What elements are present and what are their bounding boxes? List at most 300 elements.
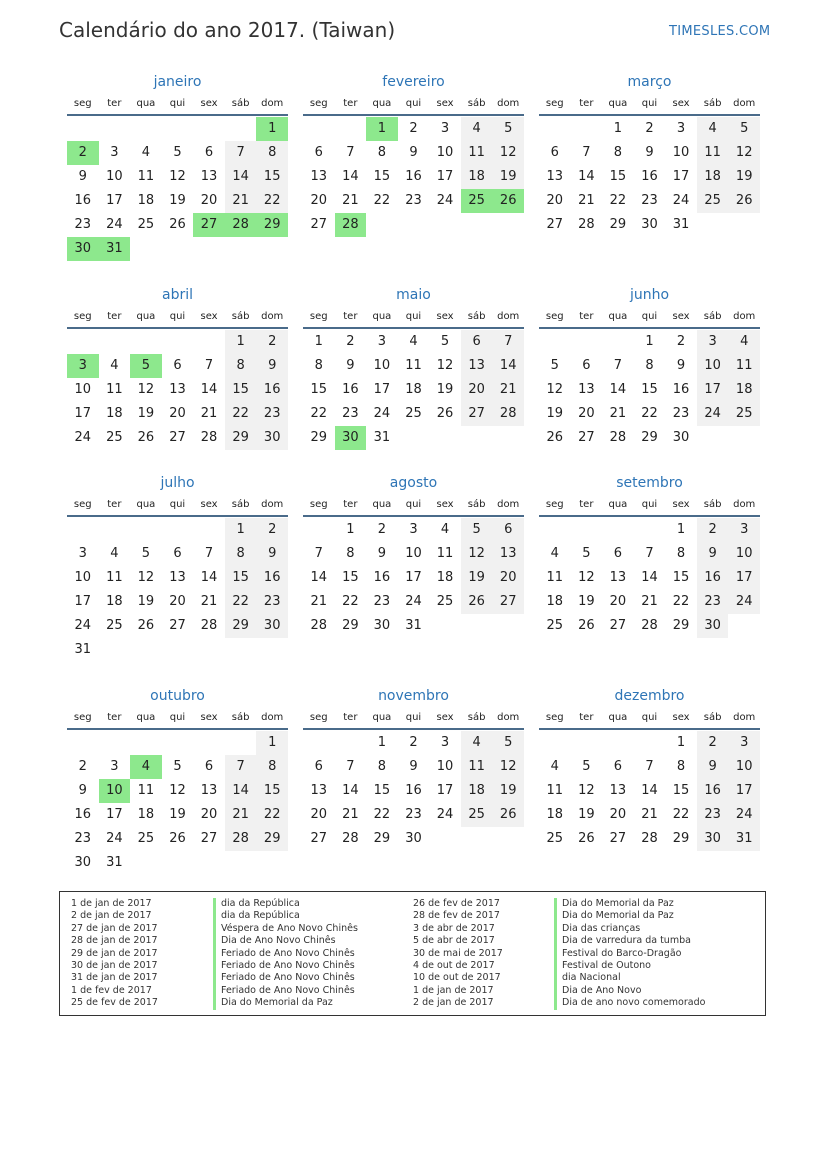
- day-cell[interactable]: 26: [728, 189, 760, 213]
- day-cell[interactable]: 4: [409, 334, 418, 349]
- day-cell[interactable]: 30: [697, 827, 729, 851]
- day-cell[interactable]: 15: [609, 169, 627, 184]
- day-cell[interactable]: 30: [672, 430, 690, 445]
- day-cell[interactable]: 24: [436, 807, 454, 822]
- day-cell[interactable]: 23: [74, 831, 92, 846]
- day-cell[interactable]: 6: [173, 546, 182, 561]
- day-cell[interactable]: 18: [405, 382, 422, 397]
- day-cell[interactable]: 9: [409, 145, 418, 160]
- day-cell[interactable]: 9: [409, 759, 418, 774]
- day-cell[interactable]: 25: [137, 217, 155, 232]
- day-cell[interactable]: 22: [256, 189, 288, 213]
- day-cell[interactable]: 21: [225, 189, 257, 213]
- day-cell[interactable]: 21: [225, 803, 257, 827]
- day-cell[interactable]: 11: [461, 141, 493, 165]
- day-cell[interactable]: 11: [106, 570, 123, 585]
- day-cell[interactable]: 24: [106, 217, 123, 232]
- day-cell[interactable]: 13: [200, 783, 218, 798]
- day-cell[interactable]: 2: [409, 121, 418, 136]
- day-cell[interactable]: 29: [672, 618, 690, 633]
- day-cell[interactable]: 13: [546, 169, 564, 184]
- day-cell[interactable]: 29: [225, 426, 257, 450]
- day-cell[interactable]: 14: [342, 783, 359, 798]
- day-cell[interactable]: 29: [310, 430, 328, 445]
- day-cell[interactable]: 21: [609, 406, 627, 421]
- day-cell[interactable]: 24: [728, 590, 760, 614]
- day-cell[interactable]: 16: [256, 378, 288, 402]
- day-cell[interactable]: 6: [492, 518, 524, 542]
- day-cell[interactable]: 4: [461, 731, 493, 755]
- day-cell[interactable]: 9: [676, 358, 686, 373]
- day-cell[interactable]: 19: [728, 165, 760, 189]
- day-cell[interactable]: 20: [609, 807, 627, 822]
- day-cell[interactable]: 8: [314, 358, 323, 373]
- day-cell[interactable]: 22: [609, 193, 627, 208]
- day-cell[interactable]: 25: [137, 831, 155, 846]
- day-cell[interactable]: 7: [492, 330, 524, 354]
- day-cell[interactable]: 26: [546, 430, 564, 445]
- holiday-day-cell[interactable]: 1: [256, 117, 288, 141]
- day-cell[interactable]: 29: [672, 831, 690, 846]
- day-cell[interactable]: 31: [728, 827, 760, 851]
- day-cell[interactable]: 10: [436, 759, 454, 774]
- day-cell[interactable]: 20: [578, 406, 595, 421]
- day-cell[interactable]: 16: [672, 382, 690, 397]
- day-cell[interactable]: 24: [405, 594, 422, 609]
- day-cell[interactable]: 3: [78, 546, 87, 561]
- day-cell[interactable]: 27: [169, 430, 186, 445]
- day-cell[interactable]: 14: [225, 779, 257, 803]
- day-cell[interactable]: 3: [728, 731, 760, 755]
- day-cell[interactable]: 15: [225, 566, 257, 590]
- day-cell[interactable]: 22: [672, 807, 690, 822]
- day-cell[interactable]: 16: [373, 570, 391, 585]
- day-cell[interactable]: 23: [641, 193, 658, 208]
- day-cell[interactable]: 24: [697, 402, 729, 426]
- day-cell[interactable]: 16: [256, 566, 288, 590]
- day-cell[interactable]: 8: [613, 145, 623, 160]
- day-cell[interactable]: 14: [225, 165, 257, 189]
- day-cell[interactable]: 15: [672, 570, 690, 585]
- day-cell[interactable]: 14: [342, 169, 359, 184]
- day-cell[interactable]: 25: [405, 406, 422, 421]
- day-cell[interactable]: 31: [672, 217, 690, 232]
- day-cell[interactable]: 8: [225, 542, 257, 566]
- day-cell[interactable]: 4: [461, 117, 493, 141]
- day-cell[interactable]: 11: [546, 570, 564, 585]
- day-cell[interactable]: 25: [546, 831, 564, 846]
- day-cell[interactable]: 4: [550, 759, 559, 774]
- day-cell[interactable]: 21: [492, 378, 524, 402]
- day-cell[interactable]: 13: [310, 169, 328, 184]
- day-cell[interactable]: 23: [405, 807, 422, 822]
- day-cell[interactable]: 23: [672, 406, 690, 421]
- day-cell[interactable]: 31: [106, 855, 123, 870]
- day-cell[interactable]: 4: [440, 522, 450, 537]
- day-cell[interactable]: 1: [225, 518, 257, 542]
- day-cell[interactable]: 1: [676, 522, 686, 537]
- day-cell[interactable]: 14: [641, 783, 658, 798]
- day-cell[interactable]: 18: [546, 807, 564, 822]
- day-cell[interactable]: 23: [342, 406, 359, 421]
- day-cell[interactable]: 24: [728, 803, 760, 827]
- day-cell[interactable]: 6: [173, 358, 182, 373]
- holiday-day-cell[interactable]: 28: [225, 213, 257, 237]
- day-cell[interactable]: 28: [225, 827, 257, 851]
- day-cell[interactable]: 21: [578, 193, 595, 208]
- day-cell[interactable]: 2: [697, 518, 729, 542]
- day-cell[interactable]: 8: [676, 546, 686, 561]
- day-cell[interactable]: 8: [676, 759, 686, 774]
- day-cell[interactable]: 2: [676, 334, 686, 349]
- day-cell[interactable]: 30: [256, 426, 288, 450]
- day-cell[interactable]: 28: [310, 618, 328, 633]
- day-cell[interactable]: 23: [697, 803, 729, 827]
- day-cell[interactable]: 8: [225, 354, 257, 378]
- day-cell[interactable]: 22: [310, 406, 328, 421]
- day-cell[interactable]: 27: [461, 402, 493, 426]
- day-cell[interactable]: 8: [256, 755, 288, 779]
- day-cell[interactable]: 20: [310, 193, 328, 208]
- day-cell[interactable]: 11: [405, 358, 422, 373]
- day-cell[interactable]: 19: [492, 165, 524, 189]
- holiday-day-cell[interactable]: 25: [461, 189, 493, 213]
- day-cell[interactable]: 22: [373, 807, 391, 822]
- day-cell[interactable]: 27: [310, 831, 328, 846]
- day-cell[interactable]: 19: [137, 594, 155, 609]
- day-cell[interactable]: 22: [225, 402, 257, 426]
- day-cell[interactable]: 15: [225, 378, 257, 402]
- day-cell[interactable]: 16: [74, 193, 92, 208]
- day-cell[interactable]: 17: [697, 378, 729, 402]
- day-cell[interactable]: 23: [697, 590, 729, 614]
- day-cell[interactable]: 27: [578, 430, 595, 445]
- day-cell[interactable]: 5: [582, 759, 591, 774]
- day-cell[interactable]: 9: [78, 783, 87, 798]
- day-cell[interactable]: 7: [346, 145, 355, 160]
- day-cell[interactable]: 1: [346, 522, 355, 537]
- day-cell[interactable]: 13: [310, 783, 328, 798]
- day-cell[interactable]: 14: [310, 570, 328, 585]
- day-cell[interactable]: 11: [137, 783, 155, 798]
- day-cell[interactable]: 12: [137, 570, 155, 585]
- day-cell[interactable]: 17: [106, 193, 123, 208]
- day-cell[interactable]: 18: [461, 779, 493, 803]
- day-cell[interactable]: 28: [492, 402, 524, 426]
- day-cell[interactable]: 26: [169, 831, 186, 846]
- day-cell[interactable]: 15: [342, 570, 359, 585]
- day-cell[interactable]: 14: [200, 570, 218, 585]
- day-cell[interactable]: 1: [314, 334, 323, 349]
- day-cell[interactable]: 27: [609, 618, 627, 633]
- day-cell[interactable]: 28: [342, 831, 359, 846]
- day-cell[interactable]: 6: [314, 759, 323, 774]
- day-cell[interactable]: 21: [200, 406, 218, 421]
- day-cell[interactable]: 13: [200, 169, 218, 184]
- day-cell[interactable]: 7: [645, 759, 654, 774]
- day-cell[interactable]: 27: [169, 618, 186, 633]
- day-cell[interactable]: 31: [373, 430, 391, 445]
- day-cell[interactable]: 21: [200, 594, 218, 609]
- day-cell[interactable]: 3: [110, 145, 119, 160]
- day-cell[interactable]: 10: [106, 169, 123, 184]
- day-cell[interactable]: 29: [609, 217, 627, 232]
- day-cell[interactable]: 12: [728, 141, 760, 165]
- day-cell[interactable]: 31: [74, 642, 92, 657]
- day-cell[interactable]: 19: [546, 406, 564, 421]
- day-cell[interactable]: 18: [106, 406, 123, 421]
- day-cell[interactable]: 11: [137, 169, 155, 184]
- day-cell[interactable]: 10: [728, 755, 760, 779]
- day-cell[interactable]: 3: [676, 121, 686, 136]
- holiday-day-cell[interactable]: 4: [130, 755, 162, 779]
- day-cell[interactable]: 19: [578, 594, 595, 609]
- day-cell[interactable]: 10: [672, 145, 690, 160]
- day-cell[interactable]: 16: [74, 807, 92, 822]
- day-cell[interactable]: 9: [697, 755, 729, 779]
- day-cell[interactable]: 4: [110, 358, 119, 373]
- holiday-day-cell[interactable]: 28: [335, 213, 367, 237]
- day-cell[interactable]: 14: [641, 570, 658, 585]
- day-cell[interactable]: 13: [461, 354, 493, 378]
- brand-logo-text[interactable]: TIMESLES.COM: [669, 24, 771, 39]
- day-cell[interactable]: 25: [546, 618, 564, 633]
- day-cell[interactable]: 2: [377, 522, 387, 537]
- day-cell[interactable]: 5: [492, 117, 524, 141]
- holiday-day-cell[interactable]: 31: [99, 237, 131, 261]
- day-cell[interactable]: 18: [137, 807, 155, 822]
- day-cell[interactable]: 9: [256, 542, 288, 566]
- holiday-day-cell[interactable]: 2: [67, 141, 99, 165]
- day-cell[interactable]: 11: [106, 382, 123, 397]
- day-cell[interactable]: 22: [256, 803, 288, 827]
- day-cell[interactable]: 3: [377, 334, 387, 349]
- day-cell[interactable]: 2: [645, 121, 654, 136]
- day-cell[interactable]: 7: [204, 546, 214, 561]
- day-cell[interactable]: 4: [697, 117, 729, 141]
- day-cell[interactable]: 24: [106, 831, 123, 846]
- day-cell[interactable]: 18: [728, 378, 760, 402]
- day-cell[interactable]: 9: [256, 354, 288, 378]
- day-cell[interactable]: 20: [609, 594, 627, 609]
- day-cell[interactable]: 13: [492, 542, 524, 566]
- day-cell[interactable]: 12: [461, 542, 493, 566]
- day-cell[interactable]: 17: [373, 382, 391, 397]
- holiday-day-cell[interactable]: 29: [256, 213, 288, 237]
- day-cell[interactable]: 29: [641, 430, 658, 445]
- day-cell[interactable]: 1: [256, 731, 288, 755]
- day-cell[interactable]: 1: [377, 735, 387, 750]
- day-cell[interactable]: 10: [697, 354, 729, 378]
- day-cell[interactable]: 6: [613, 759, 623, 774]
- day-cell[interactable]: 6: [461, 330, 493, 354]
- day-cell[interactable]: 30: [697, 614, 729, 638]
- holiday-day-cell[interactable]: 3: [67, 354, 99, 378]
- day-cell[interactable]: 30: [74, 855, 92, 870]
- day-cell[interactable]: 7: [204, 358, 214, 373]
- day-cell[interactable]: 23: [256, 402, 288, 426]
- day-cell[interactable]: 24: [672, 193, 690, 208]
- holiday-day-cell[interactable]: 5: [130, 354, 162, 378]
- day-cell[interactable]: 10: [373, 358, 391, 373]
- day-cell[interactable]: 22: [373, 193, 391, 208]
- day-cell[interactable]: 20: [200, 193, 218, 208]
- holiday-day-cell[interactable]: 30: [335, 426, 367, 450]
- day-cell[interactable]: 5: [492, 731, 524, 755]
- day-cell[interactable]: 28: [609, 430, 627, 445]
- day-cell[interactable]: 7: [346, 759, 355, 774]
- day-cell[interactable]: 5: [582, 546, 591, 561]
- day-cell[interactable]: 13: [578, 382, 595, 397]
- day-cell[interactable]: 3: [409, 522, 418, 537]
- day-cell[interactable]: 16: [641, 169, 658, 184]
- day-cell[interactable]: 17: [106, 807, 123, 822]
- day-cell[interactable]: 28: [200, 618, 218, 633]
- day-cell[interactable]: 5: [550, 358, 559, 373]
- day-cell[interactable]: 21: [641, 807, 658, 822]
- day-cell[interactable]: 1: [225, 330, 257, 354]
- day-cell[interactable]: 1: [645, 334, 654, 349]
- day-cell[interactable]: 30: [641, 217, 658, 232]
- day-cell[interactable]: 6: [550, 145, 559, 160]
- day-cell[interactable]: 7: [225, 141, 257, 165]
- holiday-day-cell[interactable]: 10: [99, 779, 131, 803]
- day-cell[interactable]: 20: [546, 193, 564, 208]
- day-cell[interactable]: 21: [342, 807, 359, 822]
- day-cell[interactable]: 20: [169, 594, 186, 609]
- day-cell[interactable]: 4: [141, 145, 151, 160]
- day-cell[interactable]: 31: [405, 618, 422, 633]
- day-cell[interactable]: 18: [697, 165, 729, 189]
- day-cell[interactable]: 27: [310, 217, 328, 232]
- day-cell[interactable]: 11: [728, 354, 760, 378]
- day-cell[interactable]: 2: [697, 731, 729, 755]
- day-cell[interactable]: 3: [440, 735, 450, 750]
- day-cell[interactable]: 23: [74, 217, 92, 232]
- day-cell[interactable]: 7: [314, 546, 323, 561]
- day-cell[interactable]: 9: [377, 546, 387, 561]
- day-cell[interactable]: 6: [204, 759, 214, 774]
- day-cell[interactable]: 26: [578, 618, 595, 633]
- day-cell[interactable]: 19: [169, 807, 186, 822]
- day-cell[interactable]: 4: [110, 546, 119, 561]
- day-cell[interactable]: 6: [204, 145, 214, 160]
- day-cell[interactable]: 25: [106, 430, 123, 445]
- day-cell[interactable]: 14: [492, 354, 524, 378]
- day-cell[interactable]: 25: [461, 803, 493, 827]
- day-cell[interactable]: 13: [609, 783, 627, 798]
- day-cell[interactable]: 5: [173, 145, 182, 160]
- day-cell[interactable]: 28: [200, 430, 218, 445]
- holiday-day-cell[interactable]: 30: [67, 237, 99, 261]
- day-cell[interactable]: 17: [74, 406, 92, 421]
- day-cell[interactable]: 14: [578, 169, 595, 184]
- day-cell[interactable]: 26: [436, 406, 454, 421]
- day-cell[interactable]: 17: [728, 566, 760, 590]
- day-cell[interactable]: 16: [697, 779, 729, 803]
- day-cell[interactable]: 7: [613, 358, 623, 373]
- day-cell[interactable]: 20: [169, 406, 186, 421]
- day-cell[interactable]: 9: [346, 358, 355, 373]
- day-cell[interactable]: 11: [546, 783, 564, 798]
- day-cell[interactable]: 18: [106, 594, 123, 609]
- day-cell[interactable]: 24: [436, 193, 454, 208]
- day-cell[interactable]: 2: [409, 735, 418, 750]
- day-cell[interactable]: 26: [137, 430, 155, 445]
- day-cell[interactable]: 12: [492, 755, 524, 779]
- day-cell[interactable]: 27: [200, 831, 218, 846]
- day-cell[interactable]: 17: [436, 783, 454, 798]
- day-cell[interactable]: 5: [440, 334, 450, 349]
- day-cell[interactable]: 2: [346, 334, 355, 349]
- day-cell[interactable]: 3: [440, 121, 450, 136]
- day-cell[interactable]: 3: [697, 330, 729, 354]
- day-cell[interactable]: 6: [582, 358, 591, 373]
- holiday-day-cell[interactable]: 1: [366, 117, 398, 141]
- day-cell[interactable]: 10: [436, 145, 454, 160]
- day-cell[interactable]: 10: [74, 382, 92, 397]
- day-cell[interactable]: 9: [697, 542, 729, 566]
- day-cell[interactable]: 22: [672, 594, 690, 609]
- day-cell[interactable]: 1: [613, 121, 623, 136]
- day-cell[interactable]: 25: [697, 189, 729, 213]
- day-cell[interactable]: 17: [436, 169, 454, 184]
- day-cell[interactable]: 8: [645, 358, 654, 373]
- day-cell[interactable]: 12: [169, 783, 186, 798]
- day-cell[interactable]: 28: [578, 217, 595, 232]
- day-cell[interactable]: 24: [74, 618, 92, 633]
- day-cell[interactable]: 25: [436, 594, 454, 609]
- day-cell[interactable]: 4: [550, 546, 559, 561]
- day-cell[interactable]: 21: [310, 594, 328, 609]
- day-cell[interactable]: 8: [377, 145, 387, 160]
- day-cell[interactable]: 13: [169, 570, 186, 585]
- day-cell[interactable]: 13: [169, 382, 186, 397]
- day-cell[interactable]: 26: [137, 618, 155, 633]
- day-cell[interactable]: 23: [373, 594, 391, 609]
- day-cell[interactable]: 17: [74, 594, 92, 609]
- day-cell[interactable]: 17: [728, 779, 760, 803]
- day-cell[interactable]: 12: [578, 783, 595, 798]
- day-cell[interactable]: 27: [546, 217, 564, 232]
- day-cell[interactable]: 26: [492, 803, 524, 827]
- day-cell[interactable]: 7: [582, 145, 591, 160]
- day-cell[interactable]: 20: [461, 378, 493, 402]
- day-cell[interactable]: 10: [74, 570, 92, 585]
- day-cell[interactable]: 16: [405, 783, 422, 798]
- day-cell[interactable]: 8: [377, 759, 387, 774]
- day-cell[interactable]: 29: [342, 618, 359, 633]
- day-cell[interactable]: 2: [256, 518, 288, 542]
- day-cell[interactable]: 12: [169, 169, 186, 184]
- day-cell[interactable]: 21: [342, 193, 359, 208]
- day-cell[interactable]: 8: [256, 141, 288, 165]
- day-cell[interactable]: 12: [492, 141, 524, 165]
- day-cell[interactable]: 13: [609, 570, 627, 585]
- day-cell[interactable]: 7: [645, 546, 654, 561]
- day-cell[interactable]: 30: [373, 618, 391, 633]
- day-cell[interactable]: 15: [256, 165, 288, 189]
- day-cell[interactable]: 26: [578, 831, 595, 846]
- day-cell[interactable]: 19: [169, 193, 186, 208]
- day-cell[interactable]: 20: [492, 566, 524, 590]
- day-cell[interactable]: 24: [74, 430, 92, 445]
- day-cell[interactable]: 27: [609, 831, 627, 846]
- day-cell[interactable]: 3: [728, 518, 760, 542]
- day-cell[interactable]: 18: [137, 193, 155, 208]
- day-cell[interactable]: 16: [697, 566, 729, 590]
- day-cell[interactable]: 11: [697, 141, 729, 165]
